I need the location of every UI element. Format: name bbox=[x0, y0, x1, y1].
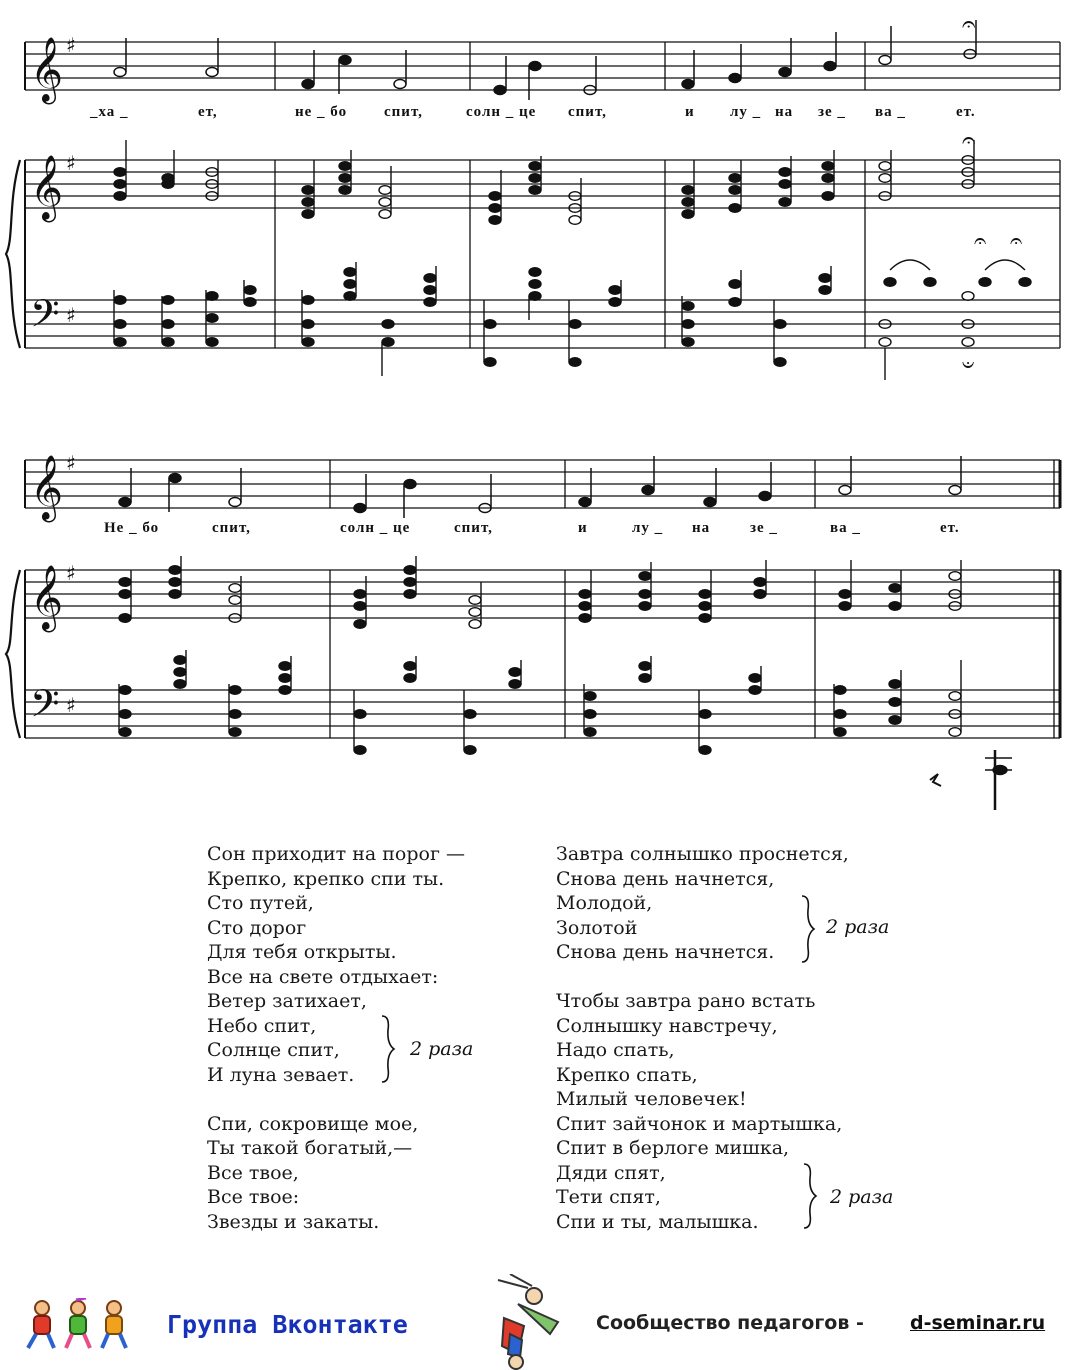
verse-line: Солнце спит, bbox=[207, 1039, 340, 1061]
verse-line: Крепко, крепко спи ты. bbox=[207, 867, 445, 890]
bass-clef-icon: 𝄢 bbox=[30, 291, 60, 345]
lyric-syllable: зе _ bbox=[818, 104, 846, 120]
site-link[interactable]: d-seminar.ru bbox=[910, 1312, 1046, 1334]
lyric-syllable: спит, bbox=[212, 520, 251, 536]
verse-line: Сто дорог bbox=[207, 916, 307, 939]
lyric-syllable: ва _ bbox=[875, 104, 906, 120]
lyric-syllable: и bbox=[578, 520, 588, 536]
repeat-brace-icon bbox=[378, 1014, 398, 1084]
lyric-syllable: ва _ bbox=[830, 520, 861, 536]
lyric-syllable: ет, bbox=[198, 104, 218, 120]
lyric-syllable: _ха _ bbox=[90, 104, 129, 120]
verse-line: Спи и ты, малышка. bbox=[556, 1210, 759, 1233]
verse-line: Снова день начнется, bbox=[556, 867, 775, 890]
verse-line: Милый человечек! bbox=[556, 1088, 747, 1110]
verse-line: Спит зайчонок и мартышка, bbox=[556, 1112, 843, 1135]
verse-line: Звезды и закаты. bbox=[207, 1210, 380, 1233]
verse-line: Солнышку навстречу, bbox=[556, 1014, 778, 1037]
system2-voice-staff bbox=[25, 460, 1060, 508]
acrobat-kids-icon bbox=[488, 1274, 578, 1370]
system1-voice-staff bbox=[25, 42, 1060, 90]
verse-line: Ты такой богатый,— bbox=[207, 1137, 413, 1159]
system1-piano-bass-staff bbox=[25, 160, 1060, 348]
system1-piano-treble-staff bbox=[25, 160, 1060, 208]
repeat-brace-icon bbox=[800, 1162, 820, 1230]
footer bbox=[0, 1270, 1079, 1370]
lyric-syllable: ет. bbox=[956, 104, 976, 120]
verse-line: И луна зевает. bbox=[207, 1063, 355, 1086]
sharp-icon: ♯ bbox=[66, 561, 76, 585]
voice-notes bbox=[114, 20, 976, 518]
repeat-label: 2 раза bbox=[830, 1186, 894, 1208]
sharp-icon: ♯ bbox=[66, 303, 76, 327]
verse-line: Надо спать, bbox=[556, 1039, 675, 1061]
verse-line: Дяди спят, bbox=[556, 1161, 666, 1184]
treble-clef-icon: 𝄞 bbox=[30, 37, 64, 102]
treble-clef-icon: 𝄞 bbox=[30, 565, 64, 630]
sharp-icon: ♯ bbox=[66, 33, 76, 57]
lyric-syllable: на bbox=[692, 520, 711, 536]
lyric-syllable: спит, bbox=[568, 104, 607, 120]
verse-line: Снова день начнется. bbox=[556, 941, 775, 963]
verse-line: Чтобы завтра рано встать bbox=[556, 990, 816, 1012]
fermata-icon: 𝄐 bbox=[962, 126, 976, 154]
fermata-icon: 𝄐 bbox=[974, 229, 987, 254]
verse-line: Все твое: bbox=[207, 1186, 300, 1208]
verse-line: Небо спит, bbox=[207, 1014, 317, 1037]
verse-line: Все твое, bbox=[207, 1161, 299, 1184]
lyric-syllable: зе _ bbox=[750, 520, 778, 536]
lyric-syllable: спит, bbox=[454, 520, 493, 536]
verse-line: Для тебя открыты. bbox=[207, 941, 397, 963]
lyric-syllable: солн _ це bbox=[466, 104, 537, 120]
bass-clef-icon: 𝄢 bbox=[30, 681, 60, 735]
lyric-syllable: и bbox=[685, 104, 695, 120]
community-label: Сообщество педагогов - bbox=[596, 1312, 864, 1334]
sharp-icon: ♯ bbox=[66, 151, 76, 175]
verse-line: Ветер затихает, bbox=[207, 990, 367, 1012]
verse-line: Тети спят, bbox=[556, 1186, 661, 1208]
verse-line: Все на свете отдыхает: bbox=[207, 965, 439, 988]
lyric-syllable: на bbox=[775, 104, 794, 120]
verse-line: Завтра солнышко проснется, bbox=[556, 843, 849, 865]
repeat-label: 2 раза bbox=[410, 1038, 474, 1060]
lyric-syllable: спит, bbox=[384, 104, 423, 120]
fermata-icon: 𝄐 bbox=[962, 10, 976, 38]
verse-line: Сто путей, bbox=[207, 892, 314, 914]
treble-clef-icon: 𝄞 bbox=[30, 155, 64, 220]
kids-logo-icon bbox=[20, 1298, 140, 1354]
sharp-icon: ♯ bbox=[66, 693, 76, 717]
lyric-syllable: ет. bbox=[940, 520, 960, 536]
treble-clef-icon: 𝄞 bbox=[30, 455, 64, 520]
lyric-syllable: лу _ bbox=[632, 520, 664, 536]
sharp-icon: ♯ bbox=[66, 451, 76, 475]
verse-line: Молодой, bbox=[556, 892, 653, 914]
verse-line: Спит в берлоге мишка, bbox=[556, 1137, 790, 1159]
repeat-label: 2 раза bbox=[826, 916, 890, 938]
repeat-brace-icon bbox=[798, 894, 818, 964]
verse-line: Золотой bbox=[556, 916, 638, 939]
verse-line: Крепко спать, bbox=[556, 1063, 698, 1086]
vk-group-link[interactable]: Группа Вконтакте bbox=[167, 1310, 408, 1339]
piano-chords bbox=[114, 140, 1031, 810]
verse-line: Спи, сокровище мое, bbox=[207, 1112, 419, 1135]
lyric-syllable: Не _ бо bbox=[104, 520, 160, 536]
lyric-syllable: лу _ bbox=[730, 104, 762, 120]
verse-line: Сон приходит на порог — bbox=[207, 843, 465, 865]
lyric-syllable: не _ бо bbox=[295, 104, 348, 120]
lyric-syllable: солн _ це bbox=[340, 520, 411, 536]
fermata-icon: 𝄐 bbox=[1010, 229, 1023, 254]
fermata-icon: 𝄑 bbox=[962, 353, 975, 378]
